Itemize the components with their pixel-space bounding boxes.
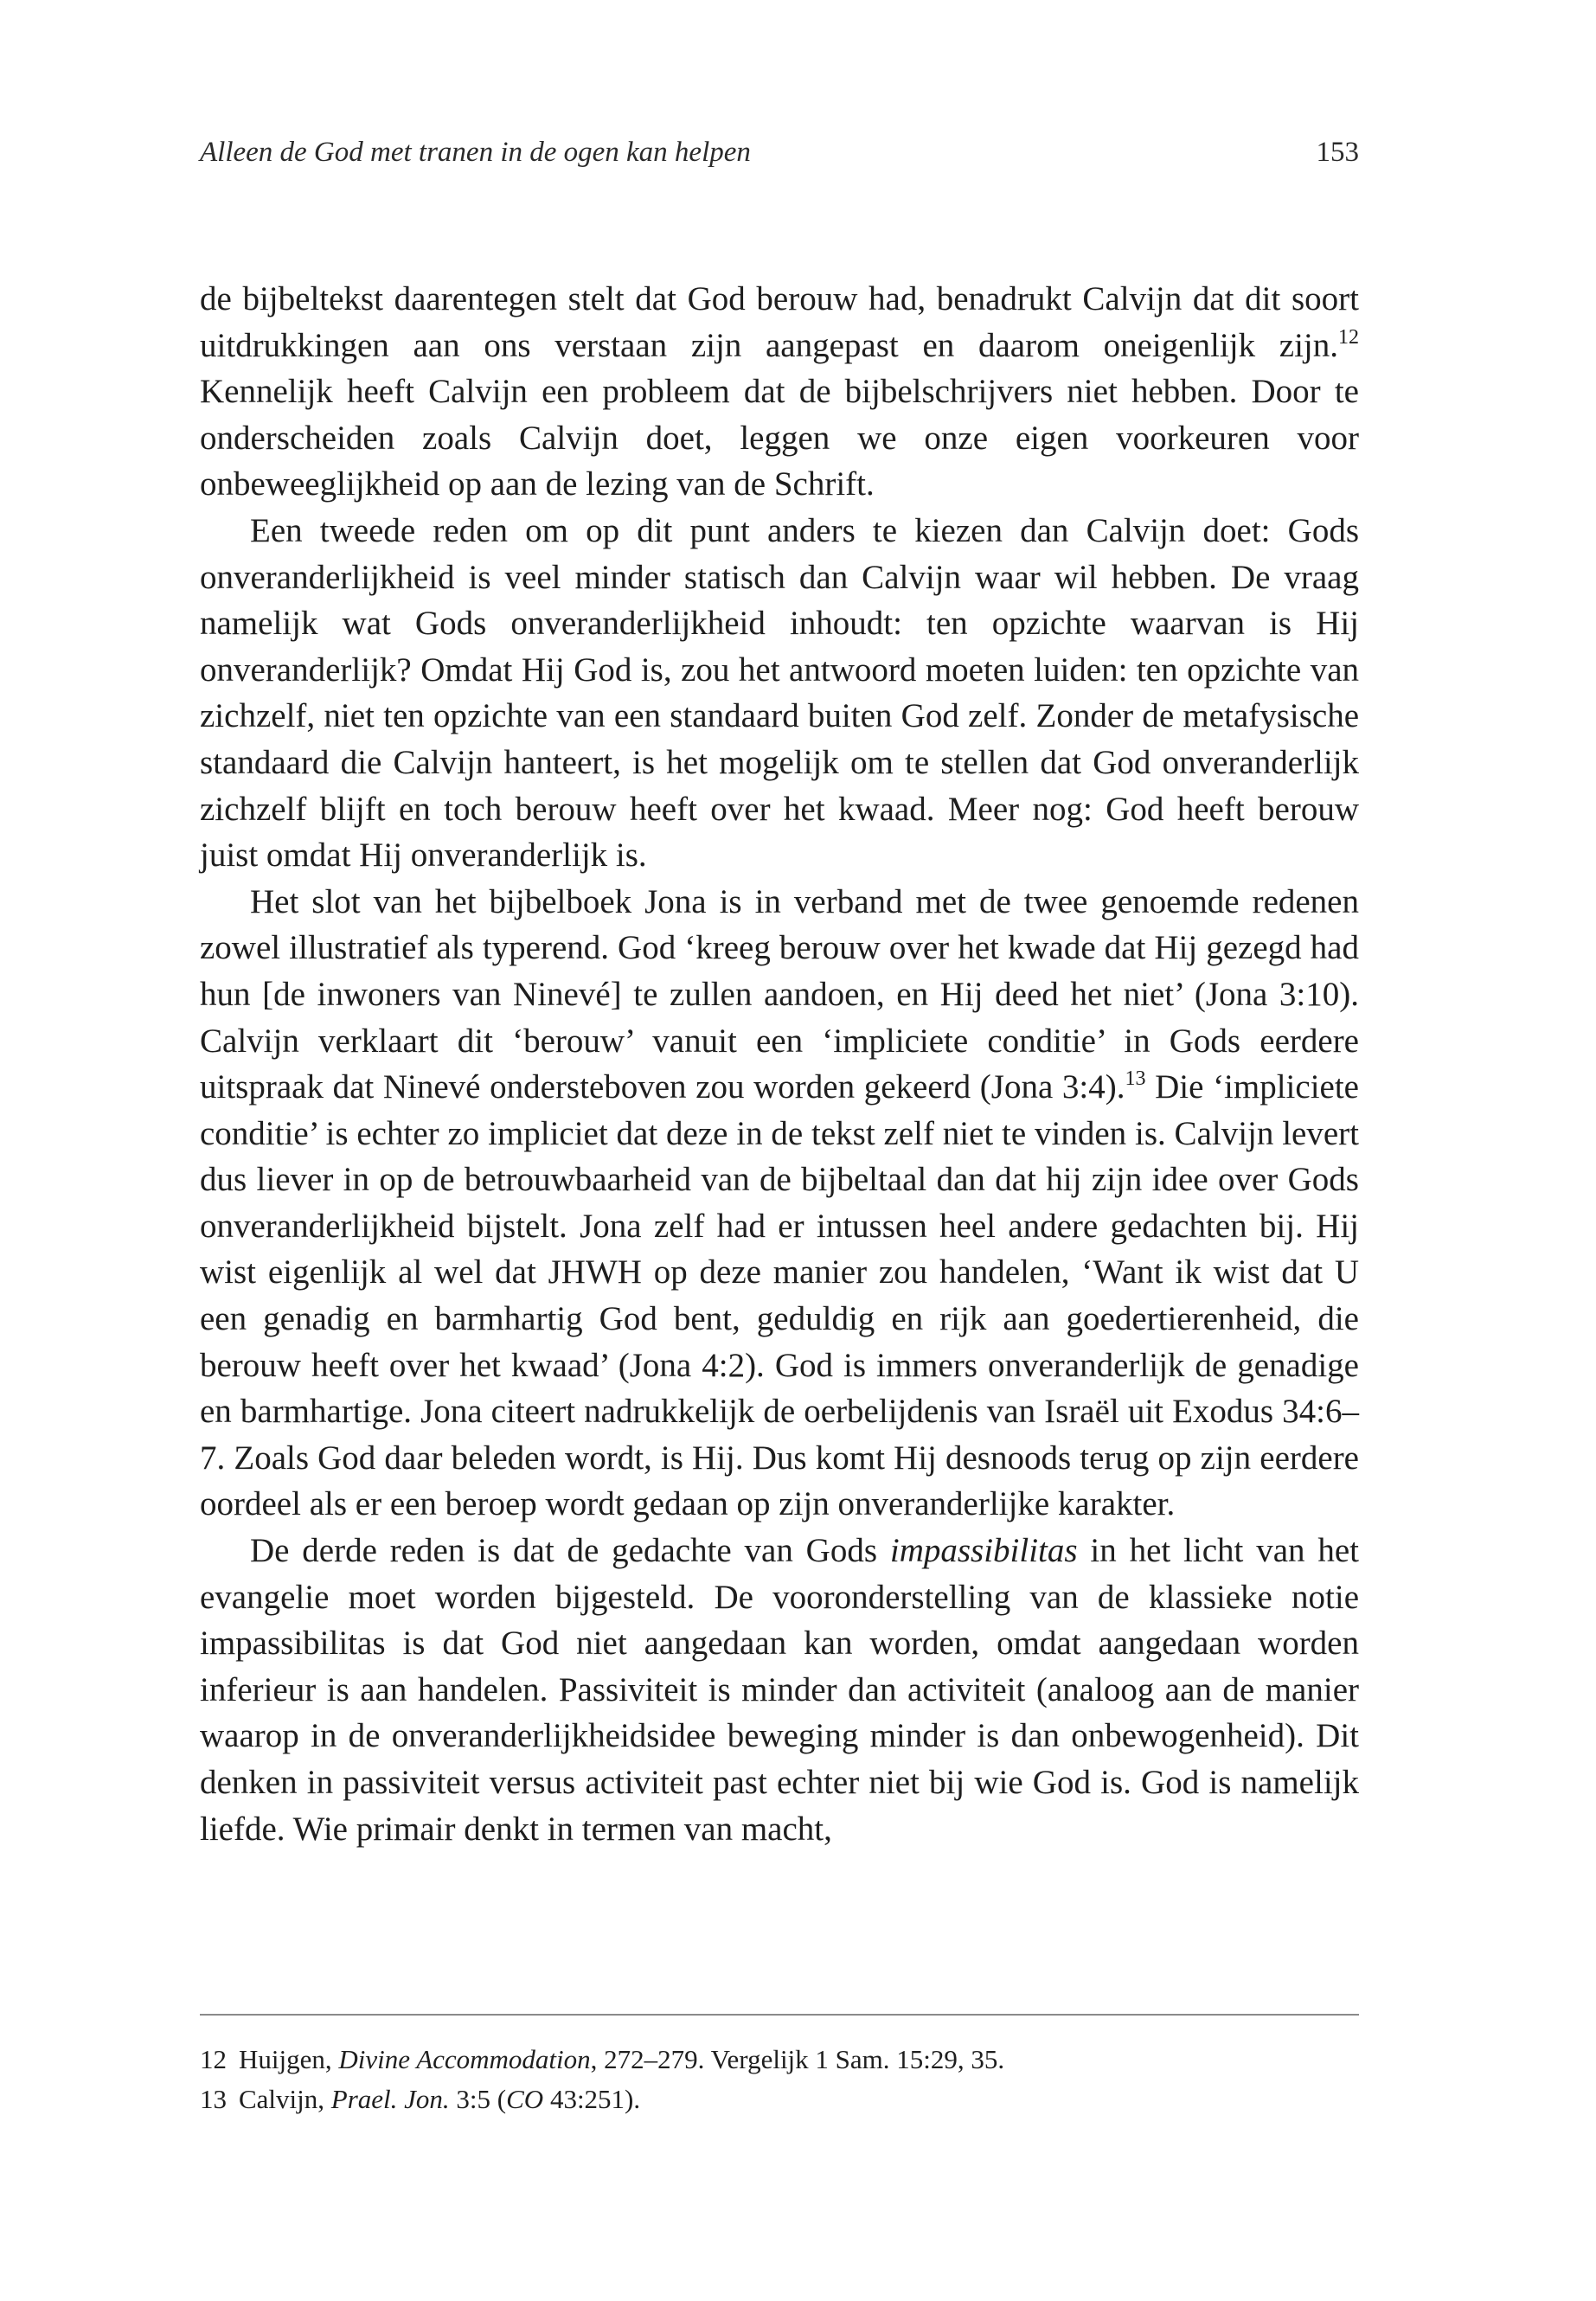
paragraph-3-part-a: Het slot van het bijbelboek Jona is in verband met de twee genoemde redenen zowel illustratief als typerend. God ‘kreeg berouw over het kwade dat Hij gezegd had hun [de inwoners van Ninevé] te zullen aandoen, en Hij deed het niet’ (Jona 3:10). Calvijn verklaart dit ‘berouw’ vanuit een ‘impliciete conditie’ in Gods eerdere uitspraak dat Ninevé ondersteboven zou worden gekeerd (Jona 3:4).: [200, 882, 1359, 1106]
paragraph-3-part-b: Die ‘impliciete conditie’ is echter zo impliciet dat deze in de tekst zelf niet te vinden is. Calvijn levert dus liever in op de betrouwbaarheid van de bijbeltaal dan dat hij zijn idee over Gods onveranderlijkheid bijstelt. Jona zelf had er intussen heel andere gedachten bij. Hij wist eigenlijk al wel dat JHWH op deze manier zou handelen, ‘Want ik wist dat U een genadig en barmhartig God bent, geduldig en rijk aan goedertierenheid, die berouw heeft over het kwaad’ (Jona 4:2). God is immers onveranderlijk de genadige en barmhartige. Jona citeert nadrukkelijk de oerbelijdenis van Israël uit Exodus 34:6–7. Zoals God daar beleden wordt, is Hij. Dus komt Hij desnoods terug op zijn eerdere oordeel als er een beroep wordt gedaan op zijn onveranderlijke karakter.: [200, 1068, 1359, 1523]
paragraph-1: [200, 276, 1359, 508]
paragraph-1-part-a: de bijbeltekst daarentegen stelt dat God berouw had, benadrukt Calvijn dat dit soort uitdrukkingen aan ons verstaan zijn aangepast en daarom oneigenlijk zijn.: [200, 280, 1359, 364]
footnote-title: Divine Accommodation: [338, 2044, 591, 2074]
paragraph-2: Een tweede reden om op dit punt anders te kiezen dan Calvijn doet: Gods onveranderlijkheid is veel minder statisch dan Calvijn waar wil hebben. De vraag namelijk wat Gods onveranderlijkheid inhoudt: ten opzichte waarvan is Hij onveranderlijk? Omdat Hij God is, zou het antwoord moeten luiden: ten opzichte van zichzelf, niet ten opzichte van een standaard buiten God zelf. Zonder de metafysische standaard die Calvijn hanteert, is het mogelijk om te stellen dat God onveranderlijk zichzelf blijft en toch berouw heeft over het kwaad. Meer nog: God heeft berouw juist omdat Hij onveranderlijk is.: [200, 511, 1359, 875]
paragraph-4-part-b: in het licht van het evangelie moet worden bijgesteld. De vooronderstelling van de klassieke notie impassibilitas is dat God niet aangedaan kan worden, omdat aangedaan worden inferieur is aan handelen. Passiviteit is minder dan activiteit (analoog aan de manier waarop in de onveranderlijkheidsidee beweging minder is dan onbewogenheid). Dit denken in passiviteit versus activiteit past echter niet bij wie God is. God is namelijk liefde. Wie primair denkt in termen van macht,: [200, 1532, 1359, 1848]
footnote-citation: 43:251).: [543, 2084, 641, 2114]
footnotes: [200, 2014, 1359, 2119]
footnote-author: Calvijn,: [239, 2084, 331, 2114]
paragraph-4-emphasis: impassibilitas: [889, 1532, 1078, 1570]
footnote-number: 12: [200, 2044, 227, 2074]
footnote-ref-13: 13: [1125, 1067, 1146, 1091]
body-text: [200, 276, 1359, 1852]
footnote-13: [200, 2080, 1359, 2119]
paragraph-4: [200, 1528, 1359, 1852]
page-number: 153: [1316, 137, 1359, 168]
footnote-citation: , 272–279. Vergelijk 1 Sam. 15:29, 35.: [590, 2044, 1005, 2074]
paragraph-3: [200, 879, 1359, 1528]
footnote-ref-12: 12: [1338, 325, 1359, 349]
footnote-number: 13: [200, 2084, 227, 2114]
paragraph-4-part-a: De derde reden is dat de gedachte van Gods: [250, 1532, 890, 1570]
paragraph-1-part-b: Kennelijk heeft Calvijn een probleem dat de bijbelschrijvers niet hebben. Door te onderscheiden zoals Calvijn doet, leggen we onze eigen voorkeuren voor onbeweeglijkheid op aan de lezing van de Schrift.: [200, 373, 1359, 503]
running-title: Alleen de God met tranen in de ogen kan helpen: [200, 137, 751, 168]
footnote-author: Huijgen,: [239, 2044, 339, 2074]
footnote-rule: [200, 2014, 1359, 2016]
running-header: [200, 137, 1359, 180]
footnote-title: Prael. Jon.: [330, 2084, 450, 2114]
footnote-citation-middle: 3:5 (: [449, 2084, 507, 2114]
footnote-abbreviation: CO: [506, 2084, 544, 2114]
footnote-12: [200, 2040, 1359, 2080]
